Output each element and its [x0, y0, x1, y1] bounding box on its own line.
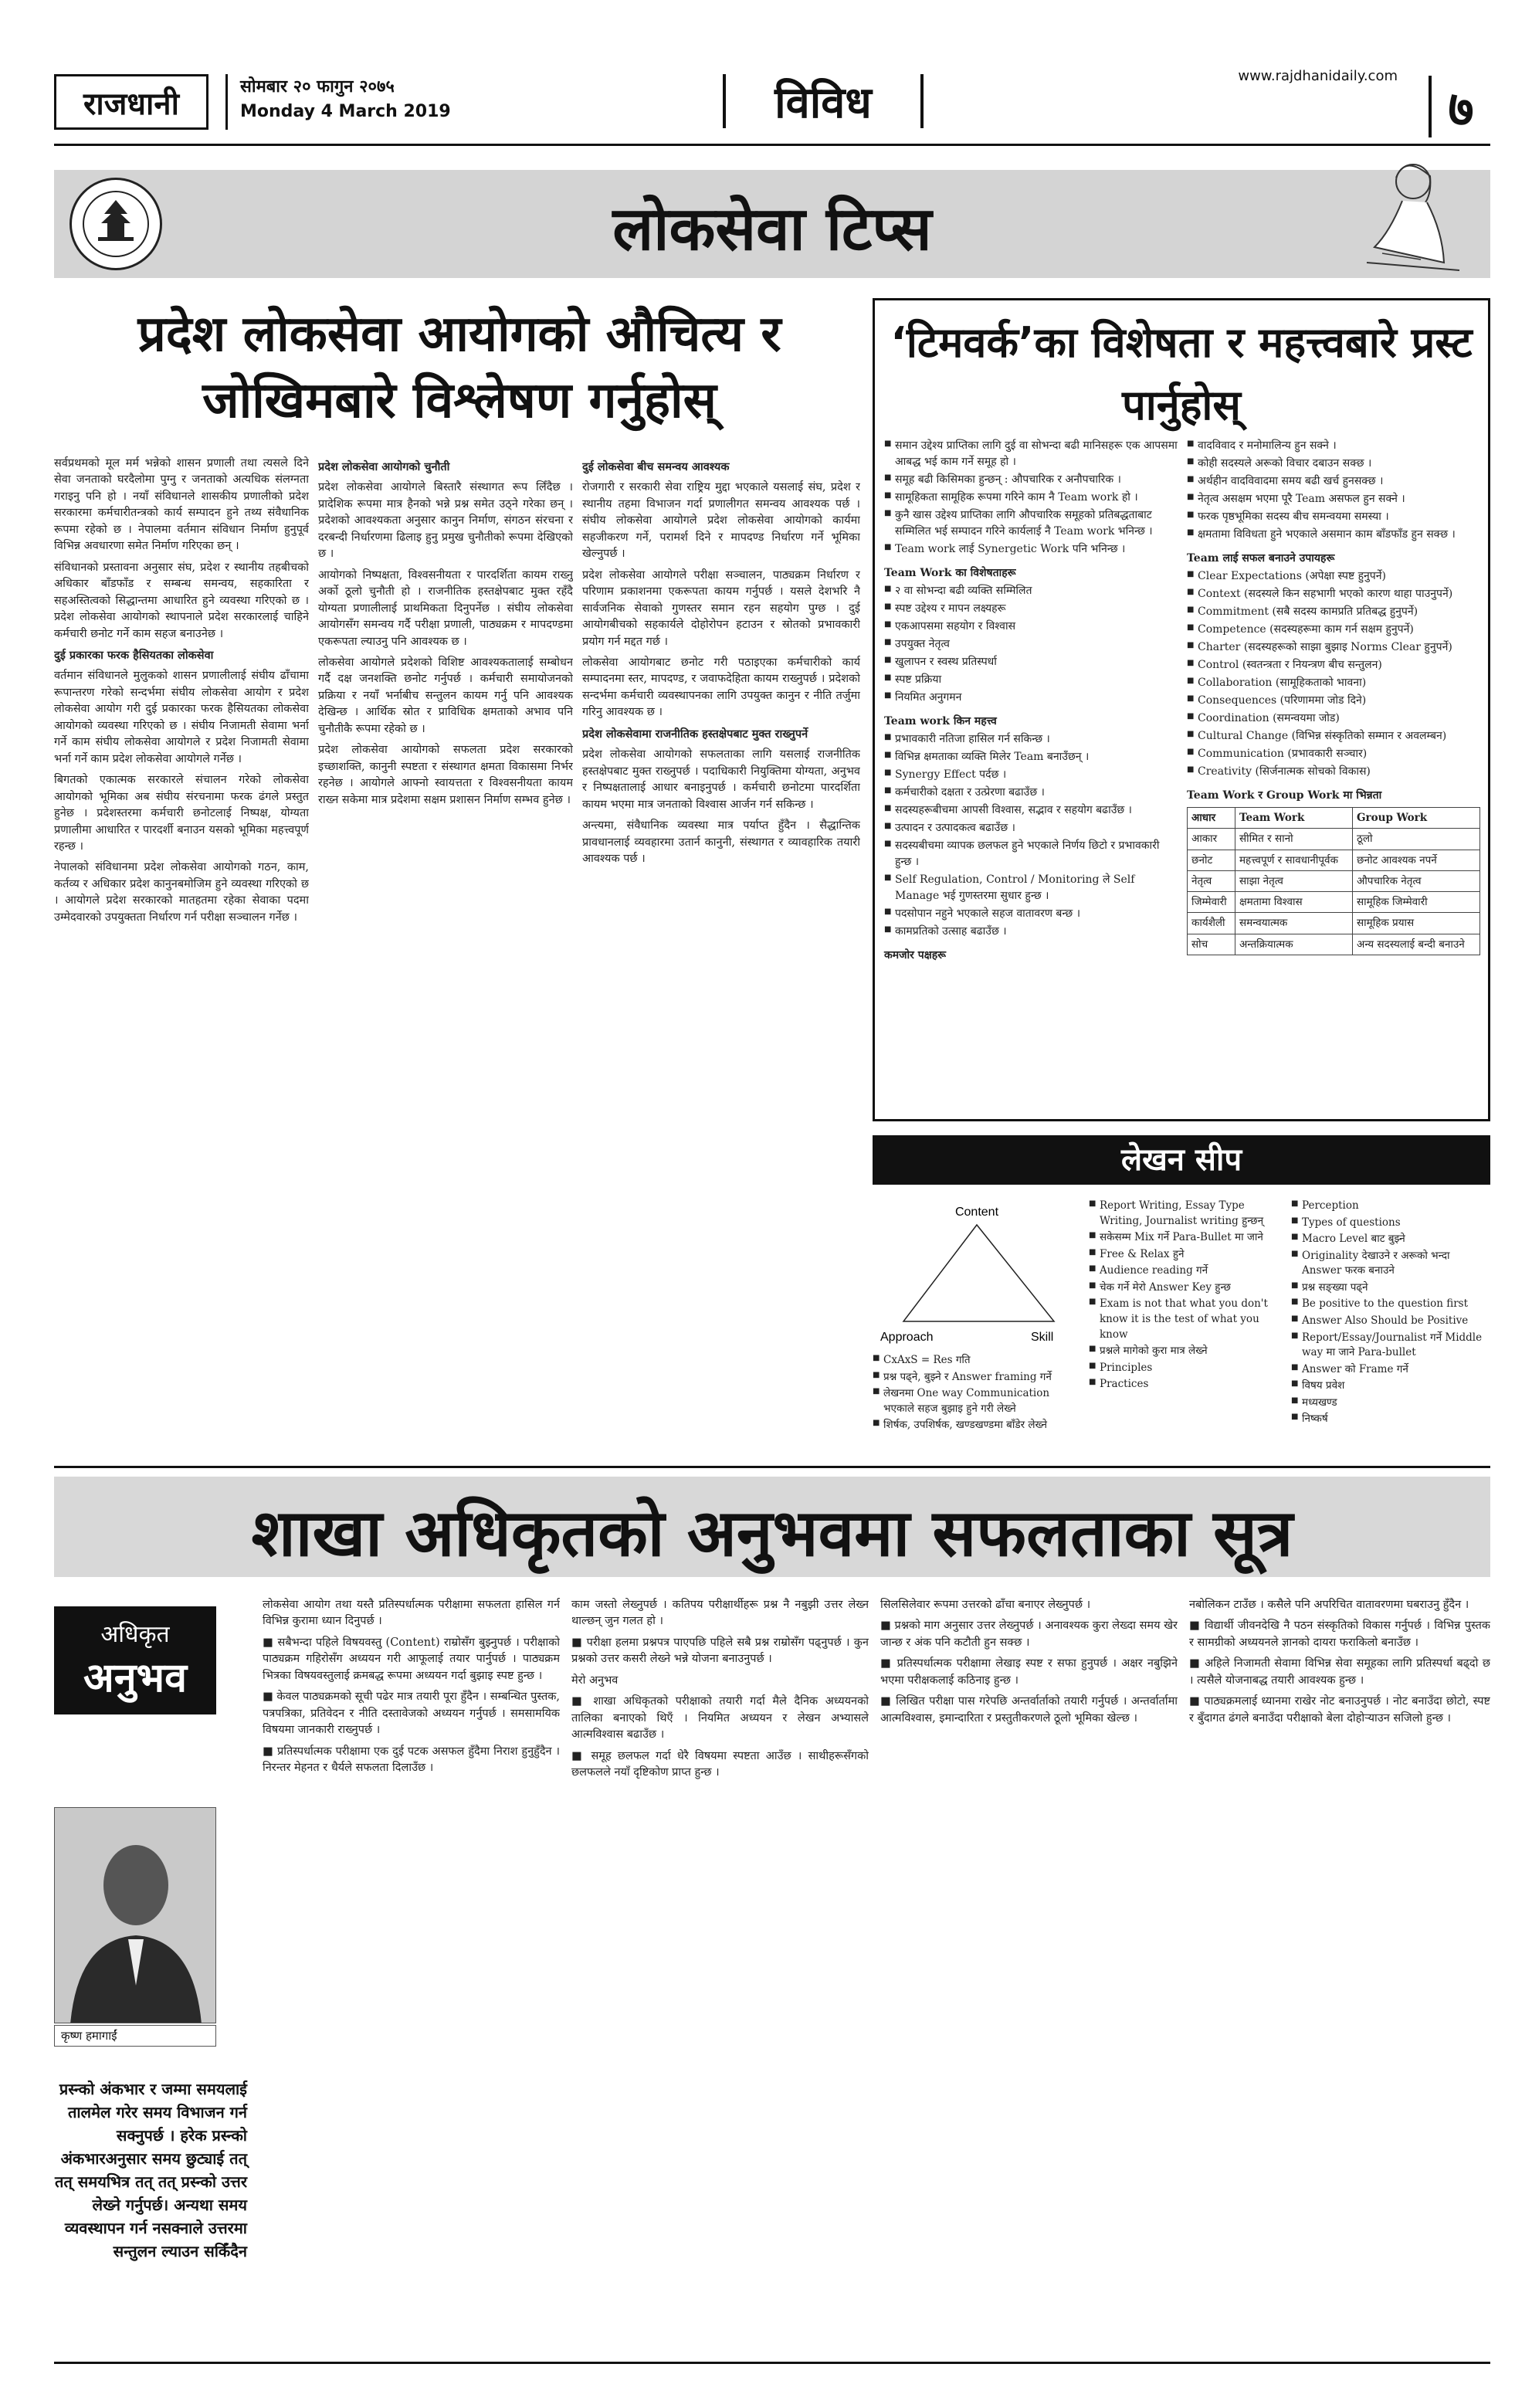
table-cell: छनोट आवश्यक नपर्ने: [1353, 850, 1480, 870]
subheading: Team Work का विशेषताहरू: [884, 567, 1016, 579]
table-row: [1188, 850, 1480, 870]
paragraph: ■ अहिले निजामती सेवामा विभिन्न सेवा समूहका लागि प्रतिस्पर्धा बढ्दो छ । त्यसैले योजनाबद्ध तयारी आवश्यक हुन्छ ।: [1189, 1657, 1490, 1687]
issue-date-nepali: सोमबार २० फागुन २०७५: [240, 77, 395, 97]
teamwork-weakness-item: ■ फरक पृष्ठभूमिका सदस्य बीच समन्वयमा समस्या ।: [1187, 509, 1480, 525]
table-cell: समन्वयात्मक: [1235, 913, 1352, 934]
table-header-row: [1188, 808, 1480, 829]
writing-tip-item: ■ निष्कर्ष: [1291, 1412, 1490, 1427]
subheading: दुई प्रकारका फरक हैसियतका लोकसेवा: [54, 648, 214, 662]
table-cell: महत्त्वपूर्ण र सावधानीपूर्वक: [1235, 850, 1352, 870]
paragraph: रोजगारी र सरकारी सेवा राष्ट्रिय मुद्दा भएकाले यसलाई संघ, प्रदेश र स्थानीय तहमा विभाजन गर्दा प्रणालीगत समन्वय आवश्यक पर्छ । संघीय लोकसेवा आयोगले प्रदेश लोकसेवा आयोगको कार्यमा सहजीकरण गर्ने, परामर्श दिने र मापदण्ड निर्धारण गर्ने भूमिका खेल्नुपर्छ ।: [582, 481, 860, 561]
table-header-cell: Team Work: [1235, 808, 1352, 829]
table-cell: सामूहिक जिम्मेवारी: [1353, 892, 1480, 913]
writing-tip-item: ■ Practices: [1089, 1377, 1282, 1392]
table-cell: कार्यशैली: [1188, 913, 1235, 934]
writing-tip-item: ■ मध्यखण्ड: [1291, 1396, 1490, 1411]
paragraph: वर्तमान संविधानले मुलुकको शासन प्रणालीलाई संघीय ढाँचामा रूपान्तरण गरेको सन्दर्भमा संघीय लोकसेवा आयोग र प्रदेश लोकसेवा आयोग गरी दुई प्रकारका फरक हैसियतका लोकसेवा आयोगको व्यवस्था गरिएको छ । संघीय निजामती सेवामा भर्ना गर्ने काम संघीय लोकसेवा आयोगले र प्रदेश निजामती सेवामा भर्ना गर्ने काम प्रदेश लोकसेवा आयोगले गर्नेछ ।: [54, 670, 309, 765]
subheading: कमजोर पक्षहरू: [884, 949, 947, 962]
paragraph: ■ शाखा अधिकृतको परीक्षाको तयारी गर्दा मैले दैनिक अध्ययनको तालिका बनाएको थिएँ । नियमित अध्ययन र लेखन अभ्यासले आत्मविश्वास बढाउँछ ।: [571, 1695, 869, 1742]
bottom-article-headline: शाखा अधिकृतको अनुभवमा सफलताका सूत्र: [251, 1495, 1293, 1571]
paragraph: ■ प्रतिस्पर्धात्मक परीक्षामा एक दुई पटक असफल हुँदैमा निराश हुनुहुँदैन । निरन्तर मेहनत र धैर्यले सफलता दिलाउँछ ।: [263, 1745, 560, 1775]
writing-tip-item: ■ Macro Level बाट बुझ्ने: [1291, 1232, 1490, 1247]
diagram-approach-label: Approach: [880, 1331, 934, 1344]
bottom-article-column-3: [880, 1597, 1178, 2358]
teamwork-intro-item: ■ समान उद्देश्य प्राप्तिका लागि दुई वा सोभन्दा बढी मानिसहरू एक आपसमा आबद्ध भई काम गर्ने समूह हो ।: [884, 438, 1178, 470]
teamwork-intro-item: ■ समूह बढी किसिमका हुन्छन् : औपचारिक र अनौपचारिक ।: [884, 472, 1178, 488]
teamwork-column-2: [1187, 438, 1480, 955]
table-cell: क्षमतामा विश्वास: [1235, 892, 1352, 913]
writing-tip-item: ■ Report Writing, Essay Type Writing, Journalist writing हुन्छन्: [1089, 1199, 1282, 1229]
paragraph: ■ केवल पाठ्यक्रमको सूची पढेर मात्र तयारी पूरा हुँदैन । सम्बन्धित पुस्तक, पत्रपत्रिका, प्रतिवेदन र नीति दस्तावेजको अध्ययन गर्नुपर्छ । समसामयिक विषयमा जानकारी राख्नुपर्छ ।: [263, 1691, 560, 1737]
table-row: [1188, 913, 1480, 934]
paragraph: प्रदेश लोकसेवा आयोगले बिस्तारै संस्थागत रूप लिँदैछ । प्रादेशिक रूपमा मात्र हैनको भन्ने प्रश्न समेत उठ्ने गरेका छन् । प्रदेशको आवश्यकता अनुसार कानुन निर्माण, संगठन संरचना र दरबन्दी निर्धारणमा ढिलाइ हुनु प्रमुख चुनौतीको रूपमा देखिएको छ ।: [318, 481, 573, 561]
teamwork-headline: ‘टिमवर्क’का विशेषता र महत्त्वबारे प्रस्ट पार्नुहोस्: [890, 318, 1473, 429]
subheading: Team Work र Group Work मा भिन्नता: [1187, 789, 1382, 802]
table-cell: नेतृत्व: [1188, 870, 1235, 891]
masthead-divider: [54, 144, 1490, 146]
writing-tip-item: ■ चेक गर्ने मेरो Answer Key हुन्छ: [1089, 1280, 1282, 1296]
diagram-content-label: Content: [954, 1206, 999, 1219]
issue-date-english: Monday 4 March 2019: [240, 102, 451, 121]
author-photo: [54, 1807, 216, 2023]
subheading: दुई लोकसेवा बीच समन्वय आवश्यक: [582, 460, 730, 473]
teamwork-success-item: ■ Control (स्वतन्त्रता र नियन्त्रण बीच सन्तुलन): [1187, 657, 1480, 673]
table-cell: ठूलो: [1353, 829, 1480, 850]
teamwork-success-item: ■ Competence (सदस्यहरूमा काम गर्न सक्षम हुनुपर्ने): [1187, 622, 1480, 638]
studying-girl-illustration: [1351, 147, 1467, 278]
writing-tip-item: ■ Originality देखाउने र अरूको भन्दा Answer फरक बनाउने: [1291, 1249, 1490, 1279]
writing-skill-title: लेखन सीप: [1120, 1142, 1242, 1178]
writing-tip-item: ■ Perception: [1291, 1199, 1490, 1214]
newspaper-brand: राजधानी: [54, 74, 208, 130]
paragraph: बिगतको एकात्मक सरकारले संचालन गरेको लोकसेवा आयोगको भूमिका अब संघीय संरचनामा फरक ढंगले प्रस्तुत हुनेछ । प्रदेशस्तरमा कर्मचारी छनोटलाई निष्पक्ष, योग्यता प्रणालीमा आधारित र पारदर्शी बनाउन यसको भूमिका महत्त्वपूर्ण रहन्छ ।: [54, 774, 309, 853]
table-cell: आकार: [1188, 829, 1235, 850]
teamwork-importance-item: ■ कर्मचारीको दक्षता र उत्प्रेरणा बढाउँछ ।: [884, 785, 1178, 801]
teamwork-feature-item-list: [884, 583, 1178, 706]
paragraph: लोकसेवा आयोगले प्रदेशको विशिष्ट आवश्यकतालाई सम्बोधन गर्दै दक्ष जनशक्ति छनोट गर्नुपर्छ । कर्मचारी समायोजनको प्रक्रिया र नयाँ भर्नाबीच सन्तुलन कायम गर्नु पनि आवश्यक देखिन्छ । आर्थिक स्रोत र प्राविधिक क्षमताको अभाव पनि चुनौतीकै रूपमा रहेको छ ।: [318, 656, 573, 735]
table-cell: अन्तक्रियात्मक: [1235, 934, 1352, 955]
teamwork-importance-item: ■ Self Regulation, Control / Monitoring ले Self Manage भई गुणस्तरमा सुधार हुन्छ ।: [884, 872, 1178, 904]
subheading: Team work किन महत्त्व: [884, 715, 997, 727]
teamwork-feature-item: ■ २ वा सोभन्दा बढी व्यक्ति सम्मिलित: [884, 583, 1178, 599]
issue-date: [225, 74, 550, 130]
paragraph: प्रदेश लोकसेवा आयोगले परीक्षा सञ्चालन, पाठ्यक्रम निर्धारण र परिणाम प्रकाशनमा एकरूपता कायम गर्नुपर्छ । यसले देशभरि नै सार्वजनिक सेवाको गुणस्तर समान रहन सहयोग पुग्छ । दुई आयोगबीचको सहकार्यले दोहोरोपन हटाउन र स्रोतको प्रभावकारी प्रयोग गर्न मद्दत गर्छ ।: [582, 568, 860, 648]
teamwork-importance-item: ■ कामप्रतिको उत्साह बढाउँछ ।: [884, 924, 1178, 940]
banner-title: लोकसेवा टिप्स: [612, 195, 932, 264]
table-cell: औपचारिक नेतृत्व: [1353, 870, 1480, 891]
table-cell: छनोट: [1188, 850, 1235, 870]
paragraph: काम जस्तो लेख्नुपर्छ । कतिपय परीक्षार्थीहरू प्रश्न नै नबुझी उत्तर लेख्न थाल्छन् जुन गलत हो ।: [571, 1599, 869, 1628]
writing-tip-item: ■ शिर्षक, उपशिर्षक, खण्डखण्डमा बाँडेर लेख्ने: [873, 1418, 1081, 1433]
teamwork-feature-item: ■ खुलापन र स्वस्थ प्रतिस्पर्धा: [884, 654, 1178, 670]
writing-tip-item: ■ Free & Relax हुने: [1089, 1247, 1282, 1263]
paragraph: ■ प्रतिस्पर्धात्मक परीक्षामा लेखाइ स्पष्ट र सफा हुनुपर्छ । अक्षर नबुझिने भएमा परीक्षकलाई कठिनाइ हुन्छ ।: [880, 1657, 1178, 1687]
writing-tip-item: ■ Types of questions: [1291, 1216, 1490, 1231]
teamwork-importance-item: ■ Synergy Effect पर्दछ ।: [884, 767, 1178, 783]
content-approach-skill-diagram: [873, 1194, 1081, 1348]
paragraph: नबोलिकन टाउँछ । कसैले पनि अपरिचित वातावरणमा घबराउनु हुँदैन ।: [1189, 1599, 1469, 1611]
teamwork-success-item: ■ Cultural Change (विभिन्न संस्कृतिको सम्मान र अवलम्बन): [1187, 728, 1480, 744]
teamwork-intro-item: ■ सामूहिकता सामूहिक रूपमा गरिने काम नै Team work हो ।: [884, 490, 1178, 506]
paragraph: लोकसेवा आयोग तथा यस्तै प्रतिस्पर्धात्मक परीक्षामा सफलता हासिल गर्न विभिन्न कुरामा ध्यान दिनुपर्छ ।: [263, 1599, 560, 1628]
table-row: [1188, 934, 1480, 955]
teamwork-success-item: ■ Charter (सदस्यहरूको साझा बुझाइ Norms Clear हुनुपर्ने): [1187, 639, 1480, 656]
table-cell: सीमित र सानो: [1235, 829, 1352, 850]
paragraph: ■ समूह छलफल गर्दा धेरै विषयमा स्पष्टता आउँछ । साथीहरूसँगको छलफलले नयाँ दृष्टिकोण प्राप्त हुन्छ ।: [571, 1749, 869, 1779]
writing-tip-item-list: [1089, 1199, 1282, 1392]
teamwork-intro-item-list: [884, 438, 1178, 558]
paragraph: लोकसेवा आयोगबाट छनोट गरी पठाइएका कर्मचारीको कार्य सम्पादनमा स्तर, मापदण्ड, र जवाफदेहिता कायम राख्नुपर्छ । प्रदेशको सन्दर्भमा कर्मचारी व्यवस्थापनका लागि उपयुक्त कानुन र नीति तर्जुमा गरिनु आवश्यक छ ।: [582, 656, 860, 719]
website-url: www.rajdhanidaily.com: [1238, 68, 1398, 84]
table-row: [1188, 829, 1480, 850]
teamwork-feature-item: ■ उपयुक्त नेतृत्व: [884, 636, 1178, 653]
section-title: विविध: [723, 68, 924, 134]
paragraph: प्रदेश लोकसेवा आयोगको सफलता प्रदेश सरकारको इच्छाशक्ति, कानुनी स्पष्टता र संस्थागत क्षमता विकासमा निर्भर रहनेछ । आयोगले आफ्नो स्वायत्तता र विश्वसनीयता कायम राख्न सकेमा मात्र प्रदेशमा सक्षम प्रशासन निर्माण सम्भव हुनेछ ।: [318, 744, 573, 806]
teamwork-column-1: [884, 438, 1178, 965]
writing-tip-item: ■ Audience reading गर्ने: [1089, 1263, 1282, 1279]
main-article-column-3: [582, 456, 860, 1444]
teamwork-weakness-item: ■ अर्थहीन वादविवादमा समय बढी खर्च हुनसक्छ ।: [1187, 473, 1480, 490]
teamwork-weakness-item: ■ क्षमतामा विविधता हुने भएकाले असमान काम बाँडफाँड हुन सक्छ ।: [1187, 527, 1480, 543]
bottom-article-banner: [54, 1477, 1490, 1577]
table-header-cell: आधार: [1188, 808, 1235, 829]
paragraph: ■ लिखित परीक्षा पास गरेपछि अन्तर्वार्ताको तयारी गर्नुपर्छ । अन्तर्वार्तामा आत्मविश्वास, इमान्दारिता र प्रस्तुतीकरणले ठूलो भूमिका खेल्छ ।: [880, 1695, 1178, 1725]
paragraph: मेरो अनुभव: [571, 1674, 619, 1687]
teamwork-article-box: [873, 298, 1490, 1121]
pull-quote: प्रस्न्को अंकभार र जम्मा समयलाई तालमेल गरेर समय विभाजन गर्न सक्नुपर्छ । हरेक प्रस्न्को अंकभारअनुसार समय छुट्याई तत् तत् समयभित्र तत् तत् प्रस्न्को उत्तर लेख्ने गर्नुपर्छ। अन्यथा समय व्यवस्थापन गर्न नसक्नाले उत्तरमा सन्तुलन ल्याउन सकिँदैन: [54, 2080, 247, 2260]
main-article-column-2: [318, 456, 573, 1444]
bottom-section-divider: [54, 1466, 1490, 1468]
diagram-skill-label: Skill: [1031, 1331, 1054, 1344]
writing-skill-column-1: [873, 1353, 1081, 1435]
main-article-column-1: [54, 456, 309, 1444]
teamwork-importance-item: ■ पदसोपान नहुने भएकाले सहज वातावरण बन्छ ।: [884, 906, 1178, 922]
teamwork-importance-item: ■ सदस्यबीचमा व्यापक छलफल हुने भएकाले निर्णय छिटो र प्रभावकारी हुन्छ ।: [884, 838, 1178, 870]
writing-tip-item: ■ सकेसम्म Mix गर्ने Para-Bullet मा जाने: [1089, 1230, 1282, 1246]
bottom-article-column-1: [263, 1597, 560, 2358]
writing-tip-item: ■ Principles: [1089, 1361, 1282, 1376]
table-cell: सामूहिक प्रयास: [1353, 913, 1480, 934]
teamwork-success-item: ■ Creativity (सिर्जनात्मक सोचको विकास): [1187, 764, 1480, 780]
paragraph: ■ विद्यार्थी जीवनदेखि नै पठन संस्कृतिको विकास गर्नुपर्छ । विभिन्न पुस्तक र सामग्रीको अध्ययनले ज्ञानको दायरा फराकिलो बनाउँछ ।: [1189, 1619, 1490, 1649]
paragraph: अन्त्यमा, संवैधानिक व्यवस्था मात्र पर्याप्त हुँदैन । सैद्धान्तिक प्रावधानलाई व्यवहारमा उतार्न कानुनी, संस्थागत र व्यावहारिक तयारी आवश्यक पर्छ ।: [582, 819, 860, 865]
writing-skill-column-2: [1089, 1199, 1282, 1394]
writing-tip-item: ■ Answer को Frame गर्ने: [1291, 1362, 1490, 1378]
paragraph: ■ प्रश्नको माग अनुसार उत्तर लेख्नुपर्छ । अनावश्यक कुरा लेख्दा समय खेर जान्छ र अंक पनि कटौती हुन सक्छ ।: [880, 1619, 1178, 1649]
footer-divider: [54, 2362, 1490, 2364]
team-vs-group-table: [1187, 807, 1480, 955]
writing-skill-column-3: [1291, 1199, 1490, 1429]
teamwork-weakness-item: ■ नेतृत्व असक्षम भएमा पूरै Team असफल हुन सक्ने ।: [1187, 491, 1480, 507]
experience-label-line2: अनुभव: [83, 1655, 188, 1701]
teamwork-feature-item: ■ नियमित अनुगमन: [884, 690, 1178, 706]
masthead: [54, 68, 1490, 139]
person-portrait-icon: [55, 1808, 216, 2023]
bottom-article-column-2: [571, 1597, 869, 2358]
teamwork-intro-item: ■ Team work लाई Synergetic Work पनि भनिन्छ ।: [884, 541, 1178, 558]
teamwork-success-item: ■ Clear Expectations (अपेक्षा स्पष्ट हुनुपर्ने): [1187, 568, 1480, 585]
teamwork-success-item: ■ Commitment (सबै सदस्य कामप्रति प्रतिबद्ध हुनुपर्ने): [1187, 604, 1480, 620]
paragraph: ■ सबैभन्दा पहिले विषयवस्तु (Content) राम्रोसँग बुझ्नुपर्छ । परीक्षाको पाठ्यक्रम गहिरोसँग अध्ययन गरी आफूलाई तयार पार्नुपर्छ । पाठ्यक्रम भित्रका विषयवस्तुलाई क्रमबद्ध रूपमा अध्ययन गर्दा बुझाइ स्पष्ट हुन्छ ।: [263, 1636, 560, 1682]
page-number: ७: [1429, 76, 1490, 137]
writing-tip-item: ■ विषय प्रवेश: [1291, 1379, 1490, 1394]
teamwork-importance-item-list: [884, 731, 1178, 940]
table-header-cell: Group Work: [1353, 808, 1480, 829]
teamwork-success-item: ■ Consequences (परिणाममा जोड दिने): [1187, 693, 1480, 709]
teamwork-weakness-item-list: [1187, 438, 1480, 543]
experience-label-box: [54, 1606, 216, 1714]
paragraph: आयोगको निष्पक्षता, विश्वसनीयता र पारदर्शिता कायम राख्नु अर्को ठूलो चुनौती हो । राजनीतिक हस्तक्षेपबाट मुक्त रहँदै योग्यता प्रणालीलाई प्राथमिकता दिनुपर्नेछ । संघीय लोकसेवा आयोगसँग समन्वय गर्दै परीक्षा प्रणाली, पाठ्यक्रम र मापदण्डमा एकरूपता ल्याउनु पनि आवश्यक छ ।: [318, 568, 573, 648]
paragraph: ■ पाठ्यक्रमलाई ध्यानमा राखेर नोट बनाउनुपर्छ । नोट बनाउँदा छोटो, स्पष्ट र बुँदागत ढंगले बनाउँदा परीक्षाको बेला दोहोर्‍याउन सजिलो हुन्छ ।: [1189, 1695, 1490, 1725]
paragraph: सर्वप्रथमको मूल मर्म भन्नेको शासन प्रणाली तथा त्यसले दिने सेवा जनताको घरदैलोमा पुग्नु र जनताको अत्यधिक संलग्नता गराइनु पनि हो । नयाँ संविधानले शासकीय प्रणालीको प्रदेश सरकारमा कर्मचारीतन्त्रको कार्य सम्पादन हुने तथ्य संवैधानिक रूपमा रहेको छ । नेपालमा वर्तमान संविधान निर्माण हुनुपूर्व विभिन्न अवधारणा समेत निर्माण गरिएका छन् ।: [54, 457, 309, 553]
writing-tip-item: ■ लेखनमा One way Communication भएकाले सहज बुझाइ हुने गरी लेख्ने: [873, 1386, 1081, 1416]
section-banner: [54, 170, 1490, 278]
writing-tip-item: ■ Exam is not that what you don't know it is the test of what you know: [1089, 1297, 1282, 1342]
writing-tip-item-list: [1291, 1199, 1490, 1427]
writing-tip-item-list: [873, 1353, 1081, 1433]
subheading: Team लाई सफल बनाउने उपायहरू: [1187, 552, 1335, 565]
paragraph: प्रदेश लोकसेवा आयोगको सफलताका लागि यसलाई राजनीतिक हस्तक्षेपबाट मुक्त राख्नुपर्छ । पदाधिकारी नियुक्तिमा योग्यता, अनुभव र निष्पक्षतालाई आधार बनाइनुपर्छ । कर्मचारी छनोटमा पारदर्शिता कायम भएमा मात्र जनताको विश्वास आर्जन गर्न सकिन्छ ।: [582, 748, 860, 811]
table-cell: जिम्मेवारी: [1188, 892, 1235, 913]
bottom-article-column-4: [1189, 1597, 1490, 2358]
paragraph: सिलसिलेवार रूपमा उत्तरको ढाँचा बनाएर लेख्नुपर्छ ।: [880, 1599, 1091, 1611]
teamwork-success-item: ■ Communication (प्रभावकारी सञ्चार): [1187, 746, 1480, 762]
paragraph: संविधानको प्रस्तावना अनुसार संघ, प्रदेश र स्थानीय तहबीचको अधिकार बाँडफाँड र सम्बन्ध समन्वय, सहकारिता र सहअस्तित्वको सिद्धान्तमा आधारित हुने व्यवस्था गरिएको छ । प्रदेश लोकसेवा आयोगको स्थापनाले प्रदेश सरकारलाई चाहिने कर्मचारी छनोट गर्ने काम सहज बनाउनेछ ।: [54, 561, 309, 640]
subheading: प्रदेश लोकसेवा आयोगको चुनौती: [318, 460, 450, 473]
writing-skill-header: [873, 1135, 1490, 1185]
experience-label-line1: अधिकृत: [100, 1621, 170, 1648]
teamwork-feature-item: ■ स्पष्ट प्रक्रिया: [884, 672, 1178, 688]
teamwork-intro-item: ■ कुनै खास उद्देश्य प्राप्तिका लागि औपचारिक समूहको प्रतिबद्धताबाट सम्मिलित भई सम्पादन गरिने कार्यलाई नै Team work भनिन्छ ।: [884, 507, 1178, 540]
teamwork-success-item: ■ Collaboration (सामूहिकताको भावना): [1187, 675, 1480, 691]
teamwork-importance-item: ■ सदस्यहरूबीचमा आपसी विश्वास, सद्भाव र सहयोग बढाउँछ ।: [884, 802, 1178, 819]
main-article-headline: प्रदेश लोकसेवा आयोगको औचित्य र जोखिमबारे विश्लेषण गर्नुहोस्: [137, 306, 781, 430]
teamwork-success-item: ■ Coordination (समन्वयमा जोड): [1187, 711, 1480, 727]
table-cell: सोच: [1188, 934, 1235, 955]
author-photo-caption: कृष्ण हमागाईं: [54, 2025, 216, 2047]
teamwork-feature-item: ■ स्पष्ट उद्देश्य र मापन लक्ष्यहरू: [884, 601, 1178, 617]
table-row: [1188, 892, 1480, 913]
teamwork-success-item-list: [1187, 568, 1480, 780]
teamwork-feature-item: ■ एकआपसमा सहयोग र विश्वास: [884, 619, 1178, 635]
teamwork-success-item: ■ Context (सदस्यले किन सहभागी भएको कारण थाहा पाउनुपर्ने): [1187, 586, 1480, 602]
subheading: प्रदेश लोकसेवामा राजनीतिक हस्तक्षेपबाट मुक्त राख्नुपर्ने: [582, 727, 808, 741]
table-row: [1188, 870, 1480, 891]
teamwork-importance-item: ■ विभिन्न क्षमताका व्यक्ति मिलेर Team बनाउँछन् ।: [884, 749, 1178, 765]
writing-tip-item: ■ प्रश्न पढ्ने, बुझ्ने र Answer framing गर्ने: [873, 1370, 1081, 1385]
paragraph: ■ परीक्षा हलमा प्रश्नपत्र पाएपछि पहिले सबै प्रश्न राम्रोसँग पढ्नुपर्छ । कुन प्रश्नको उत्तर कसरी लेख्ने भन्ने योजना बनाउनुपर्छ ।: [571, 1636, 869, 1666]
writing-tip-item: ■ प्रश्न सङ्ख्या पढ्ने: [1291, 1280, 1490, 1296]
writing-tip-item: ■ Be positive to the question first: [1291, 1297, 1490, 1312]
table-cell: अन्य सदस्यलाई बन्दी बनाउने: [1353, 934, 1480, 955]
teamwork-weakness-item: ■ कोही सदस्यले अरूको विचार दबाउन सक्छ ।: [1187, 456, 1480, 472]
writing-tip-item: ■ Answer Also Should be Positive: [1291, 1314, 1490, 1329]
writing-tip-item: ■ Report/Essay/Journalist गर्ने Middle way मा जाने Para-bullet: [1291, 1331, 1490, 1361]
teamwork-weakness-item: ■ वादविवाद र मनोमालिन्य हुन सक्ने ।: [1187, 438, 1480, 454]
writing-tip-item: ■ प्रश्नले मागेको कुरा मात्र लेख्ने: [1089, 1344, 1282, 1359]
writing-tip-item: ■ CxAxS = Res गति: [873, 1353, 1081, 1368]
paragraph: नेपालको संविधानमा प्रदेश लोकसेवा आयोगको गठन, काम, कर्तव्य र अधिकार प्रदेश कानुनबमोजिम हुने व्यवस्था गरिएको छ । आयोगले प्रदेश सरकारको मातहतमा रहेका सेवाका पदमा उम्मेदवारको उपयुक्तता निर्धारण गर्न परीक्षा सञ्चालन गर्नेछ ।: [54, 861, 309, 924]
teamwork-importance-item: ■ उत्पादन र उत्पादकत्व बढाउँछ ।: [884, 820, 1178, 836]
teamwork-importance-item: ■ प्रभावकारी नतिजा हासिल गर्न सकिन्छ ।: [884, 731, 1178, 748]
table-cell: साझा नेतृत्व: [1235, 870, 1352, 891]
